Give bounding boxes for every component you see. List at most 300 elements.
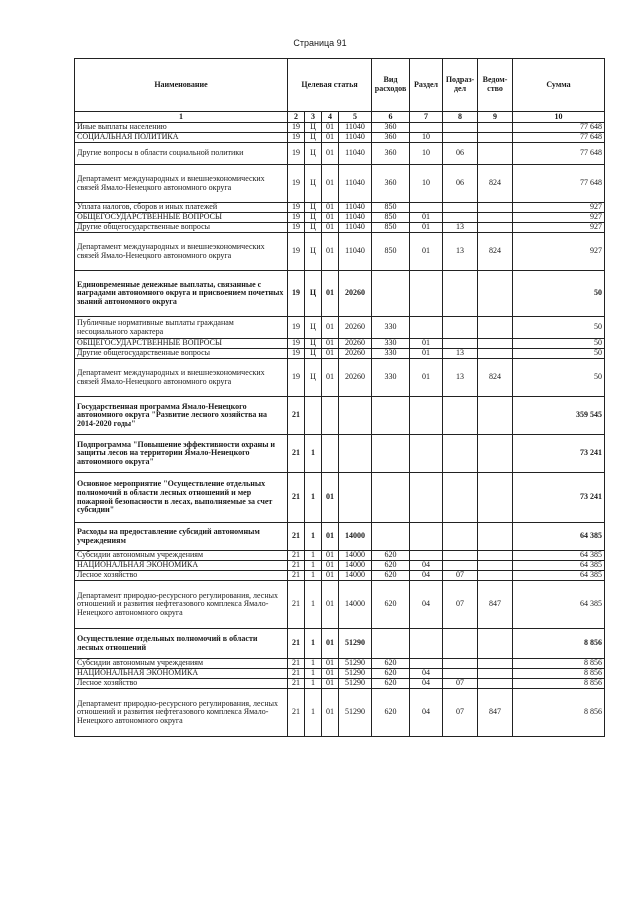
row-name: Другие общегосударственные вопросы xyxy=(75,223,288,233)
row-sum: 50 xyxy=(513,339,605,349)
row-event-code: 01 xyxy=(322,629,339,659)
row-section xyxy=(410,523,443,551)
row-sum: 77 648 xyxy=(513,143,605,165)
row-department xyxy=(478,143,513,165)
row-section: 04 xyxy=(410,581,443,629)
row-program-code: 21 xyxy=(288,435,305,473)
row-expense-type: 360 xyxy=(372,123,410,133)
row-subsection xyxy=(443,203,478,213)
col-number: 9 xyxy=(478,112,513,123)
row-direction-code: 14000 xyxy=(339,571,372,581)
row-subsection xyxy=(443,339,478,349)
row-sum: 64 385 xyxy=(513,523,605,551)
row-subprogram-code: Ц xyxy=(305,165,322,203)
row-name: НАЦИОНАЛЬНАЯ ЭКОНОМИКА xyxy=(75,561,288,571)
row-name: ОБЩЕГОСУДАРСТВЕННЫЕ ВОПРОСЫ xyxy=(75,339,288,349)
row-program-code: 19 xyxy=(288,133,305,143)
row-sum: 64 385 xyxy=(513,581,605,629)
row-expense-type: 850 xyxy=(372,213,410,223)
row-subprogram-code xyxy=(305,397,322,435)
row-subprogram-code: Ц xyxy=(305,203,322,213)
row-expense-type: 620 xyxy=(372,679,410,689)
table-row xyxy=(75,523,605,551)
row-section: 01 xyxy=(410,349,443,359)
row-department xyxy=(478,669,513,679)
row-sum: 77 648 xyxy=(513,123,605,133)
row-subsection: 07 xyxy=(443,581,478,629)
row-name: СОЦИАЛЬНАЯ ПОЛИТИКА xyxy=(75,133,288,143)
row-direction-code: 11040 xyxy=(339,233,372,271)
row-direction-code: 11040 xyxy=(339,223,372,233)
row-expense-type xyxy=(372,435,410,473)
row-program-code: 19 xyxy=(288,143,305,165)
row-section: 04 xyxy=(410,679,443,689)
row-department: 847 xyxy=(478,581,513,629)
row-name: Осуществление отдельных полномочий в области лесных отношений xyxy=(75,629,288,659)
row-subprogram-code: Ц xyxy=(305,339,322,349)
row-subsection xyxy=(443,629,478,659)
table-row xyxy=(75,223,605,233)
row-sum: 8 856 xyxy=(513,679,605,689)
row-event-code: 01 xyxy=(322,143,339,165)
row-section: 04 xyxy=(410,561,443,571)
row-event-code: 01 xyxy=(322,203,339,213)
row-section: 04 xyxy=(410,571,443,581)
row-name: Департамент международных и внешнеэкономических связей Ямало-Ненецкого автономного округа xyxy=(75,359,288,397)
table-row xyxy=(75,629,605,659)
row-expense-type: 850 xyxy=(372,233,410,271)
row-sum: 8 856 xyxy=(513,629,605,659)
row-direction-code: 14000 xyxy=(339,561,372,571)
row-section: 10 xyxy=(410,133,443,143)
row-name: Публичные нормативные выплаты гражданам несоциального характера xyxy=(75,317,288,339)
row-sum: 927 xyxy=(513,233,605,271)
row-name: Расходы на предоставление субсидий автономным учреждениям xyxy=(75,523,288,551)
table-row xyxy=(75,561,605,571)
row-sum: 64 385 xyxy=(513,551,605,561)
row-section: 01 xyxy=(410,233,443,271)
row-subprogram-code: Ц xyxy=(305,133,322,143)
row-name: НАЦИОНАЛЬНАЯ ЭКОНОМИКА xyxy=(75,669,288,679)
row-subsection xyxy=(443,659,478,669)
row-expense-type: 360 xyxy=(372,165,410,203)
row-program-code: 19 xyxy=(288,349,305,359)
row-expense-type: 360 xyxy=(372,143,410,165)
row-name: Государственная программа Ямало-Ненецкого автономного округа "Развитие лесного хозяйства на 2014-2020 годы" xyxy=(75,397,288,435)
row-event-code: 01 xyxy=(322,339,339,349)
row-program-code: 21 xyxy=(288,669,305,679)
col-number: 3 xyxy=(305,112,322,123)
row-expense-type xyxy=(372,473,410,523)
row-section: 01 xyxy=(410,359,443,397)
row-program-code: 19 xyxy=(288,165,305,203)
row-expense-type: 330 xyxy=(372,339,410,349)
row-subprogram-code: Ц xyxy=(305,349,322,359)
row-expense-type: 620 xyxy=(372,689,410,737)
row-subprogram-code: 1 xyxy=(305,581,322,629)
row-direction-code: 20260 xyxy=(339,339,372,349)
row-department xyxy=(478,339,513,349)
row-program-code: 19 xyxy=(288,223,305,233)
row-section xyxy=(410,317,443,339)
row-expense-type xyxy=(372,397,410,435)
row-section: 04 xyxy=(410,669,443,679)
row-name: Единовременные денежные выплаты, связанные с наградами автономного округа и присвоением почетных званий автономного округа xyxy=(75,271,288,317)
row-name: Департамент международных и внешнеэкономических связей Ямало-Ненецкого автономного округа xyxy=(75,165,288,203)
row-section: 01 xyxy=(410,223,443,233)
row-department xyxy=(478,349,513,359)
row-department xyxy=(478,473,513,523)
row-name: Департамент международных и внешнеэкономических связей Ямало-Ненецкого автономного округа xyxy=(75,233,288,271)
row-subprogram-code: Ц xyxy=(305,123,322,133)
row-event-code: 01 xyxy=(322,551,339,561)
row-section xyxy=(410,397,443,435)
row-program-code: 19 xyxy=(288,271,305,317)
row-sum: 64 385 xyxy=(513,561,605,571)
row-department xyxy=(478,317,513,339)
header-target-article: Целевая статья xyxy=(288,59,372,112)
row-direction-code: 20260 xyxy=(339,271,372,317)
row-department xyxy=(478,133,513,143)
row-direction-code xyxy=(339,435,372,473)
row-subprogram-code: Ц xyxy=(305,223,322,233)
table-row xyxy=(75,571,605,581)
row-direction-code: 20260 xyxy=(339,317,372,339)
row-department xyxy=(478,203,513,213)
row-department: 824 xyxy=(478,359,513,397)
row-subprogram-code: 1 xyxy=(305,551,322,561)
row-event-code: 01 xyxy=(322,123,339,133)
row-program-code: 21 xyxy=(288,551,305,561)
header-expense-type: Вид расходов xyxy=(372,59,410,112)
row-subsection xyxy=(443,669,478,679)
row-expense-type: 620 xyxy=(372,571,410,581)
header-name: Наименование xyxy=(75,59,288,112)
row-department xyxy=(478,397,513,435)
row-department xyxy=(478,679,513,689)
row-sum: 73 241 xyxy=(513,435,605,473)
row-program-code: 21 xyxy=(288,571,305,581)
table-row xyxy=(75,143,605,165)
table-row xyxy=(75,123,605,133)
row-subprogram-code: 1 xyxy=(305,435,322,473)
row-name: ОБЩЕГОСУДАРСТВЕННЫЕ ВОПРОСЫ xyxy=(75,213,288,223)
row-name: Иные выплаты населению xyxy=(75,123,288,133)
row-event-code: 01 xyxy=(322,523,339,551)
row-subsection xyxy=(443,123,478,133)
row-subsection xyxy=(443,561,478,571)
row-sum: 359 545 xyxy=(513,397,605,435)
table-row xyxy=(75,359,605,397)
row-department xyxy=(478,561,513,571)
row-event-code: 01 xyxy=(322,473,339,523)
row-subsection: 06 xyxy=(443,165,478,203)
row-direction-code: 11040 xyxy=(339,143,372,165)
row-program-code: 21 xyxy=(288,397,305,435)
row-subprogram-code: Ц xyxy=(305,233,322,271)
table-row xyxy=(75,551,605,561)
row-event-code: 01 xyxy=(322,679,339,689)
row-subprogram-code: 1 xyxy=(305,629,322,659)
row-department xyxy=(478,629,513,659)
row-department xyxy=(478,659,513,669)
row-program-code: 21 xyxy=(288,679,305,689)
row-section xyxy=(410,551,443,561)
row-sum: 64 385 xyxy=(513,571,605,581)
row-event-code: 01 xyxy=(322,133,339,143)
row-department xyxy=(478,213,513,223)
row-subsection xyxy=(443,397,478,435)
row-expense-type: 360 xyxy=(372,133,410,143)
row-section xyxy=(410,659,443,669)
table-row xyxy=(75,689,605,737)
row-program-code: 21 xyxy=(288,523,305,551)
row-event-code: 01 xyxy=(322,689,339,737)
col-number: 2 xyxy=(288,112,305,123)
row-subprogram-code: 1 xyxy=(305,523,322,551)
table-row xyxy=(75,165,605,203)
table-row xyxy=(75,271,605,317)
row-event-code: 01 xyxy=(322,271,339,317)
row-program-code: 21 xyxy=(288,581,305,629)
row-sum: 50 xyxy=(513,317,605,339)
col-number: 7 xyxy=(410,112,443,123)
table-row xyxy=(75,339,605,349)
row-sum: 927 xyxy=(513,213,605,223)
table-row xyxy=(75,397,605,435)
row-expense-type: 620 xyxy=(372,581,410,629)
row-expense-type: 330 xyxy=(372,359,410,397)
row-event-code: 01 xyxy=(322,561,339,571)
row-subprogram-code: 1 xyxy=(305,473,322,523)
row-subsection xyxy=(443,473,478,523)
row-subprogram-code: 1 xyxy=(305,561,322,571)
row-direction-code xyxy=(339,473,372,523)
row-program-code: 19 xyxy=(288,317,305,339)
row-subsection xyxy=(443,317,478,339)
row-sum: 77 648 xyxy=(513,165,605,203)
row-name: Лесное хозяйство xyxy=(75,679,288,689)
table-row xyxy=(75,435,605,473)
row-expense-type: 620 xyxy=(372,561,410,571)
row-subprogram-code: Ц xyxy=(305,143,322,165)
row-program-code: 19 xyxy=(288,339,305,349)
row-department xyxy=(478,223,513,233)
col-number: 5 xyxy=(339,112,372,123)
row-direction-code xyxy=(339,397,372,435)
row-expense-type: 330 xyxy=(372,349,410,359)
row-section: 01 xyxy=(410,339,443,349)
row-name: Уплата налогов, сборов и иных платежей xyxy=(75,203,288,213)
row-subprogram-code: 1 xyxy=(305,689,322,737)
row-direction-code: 51290 xyxy=(339,629,372,659)
row-name: Подпрограмма "Повышение эффективности охраны и защиты лесов на территории Ямало-Ненецкого автономного округа" xyxy=(75,435,288,473)
row-subprogram-code: Ц xyxy=(305,317,322,339)
row-department xyxy=(478,551,513,561)
row-sum: 8 856 xyxy=(513,659,605,669)
row-program-code: 19 xyxy=(288,233,305,271)
row-name: Субсидии автономным учреждениям xyxy=(75,551,288,561)
row-department: 824 xyxy=(478,165,513,203)
col-number: 4 xyxy=(322,112,339,123)
row-name: Субсидии автономным учреждениям xyxy=(75,659,288,669)
row-direction-code: 14000 xyxy=(339,581,372,629)
row-department xyxy=(478,123,513,133)
row-subsection xyxy=(443,133,478,143)
row-name: Лесное хозяйство xyxy=(75,571,288,581)
row-subprogram-code: Ц xyxy=(305,213,322,223)
table-row xyxy=(75,669,605,679)
row-subsection xyxy=(443,435,478,473)
col-number: 8 xyxy=(443,112,478,123)
table-row xyxy=(75,233,605,271)
row-subprogram-code: 1 xyxy=(305,669,322,679)
row-program-code: 21 xyxy=(288,689,305,737)
row-program-code: 19 xyxy=(288,213,305,223)
table-row xyxy=(75,133,605,143)
row-direction-code: 20260 xyxy=(339,349,372,359)
row-expense-type: 850 xyxy=(372,223,410,233)
row-subsection xyxy=(443,551,478,561)
row-section: 10 xyxy=(410,165,443,203)
header-row xyxy=(75,59,605,112)
row-direction-code: 11040 xyxy=(339,165,372,203)
row-event-code xyxy=(322,435,339,473)
row-name: Другие вопросы в области социальной политики xyxy=(75,143,288,165)
row-expense-type: 620 xyxy=(372,551,410,561)
row-subsection: 06 xyxy=(443,143,478,165)
row-department: 824 xyxy=(478,233,513,271)
row-direction-code: 20260 xyxy=(339,359,372,397)
row-expense-type: 620 xyxy=(372,669,410,679)
row-subprogram-code: Ц xyxy=(305,359,322,397)
row-program-code: 21 xyxy=(288,659,305,669)
header-subsection: Подраз-дел xyxy=(443,59,478,112)
row-direction-code: 11040 xyxy=(339,123,372,133)
row-expense-type xyxy=(372,271,410,317)
row-sum: 8 856 xyxy=(513,689,605,737)
row-program-code: 19 xyxy=(288,203,305,213)
col-number: 10 xyxy=(513,112,605,123)
row-section: 10 xyxy=(410,143,443,165)
table-row xyxy=(75,213,605,223)
row-department xyxy=(478,571,513,581)
row-direction-code: 11040 xyxy=(339,213,372,223)
row-section xyxy=(410,435,443,473)
row-direction-code: 51290 xyxy=(339,669,372,679)
row-event-code: 01 xyxy=(322,317,339,339)
row-program-code: 21 xyxy=(288,629,305,659)
table-row xyxy=(75,659,605,669)
table-row xyxy=(75,317,605,339)
row-event-code: 01 xyxy=(322,669,339,679)
row-sum: 73 241 xyxy=(513,473,605,523)
row-event-code: 01 xyxy=(322,213,339,223)
row-section: 01 xyxy=(410,213,443,223)
table-row xyxy=(75,349,605,359)
row-section xyxy=(410,473,443,523)
row-subsection xyxy=(443,271,478,317)
row-sum: 50 xyxy=(513,359,605,397)
row-subsection: 07 xyxy=(443,689,478,737)
row-subsection: 13 xyxy=(443,233,478,271)
row-name: Департамент природно-ресурсного регулирования, лесных отношений и развития нефтегазового комплекса Ямало-Ненецкого автономного округа xyxy=(75,689,288,737)
row-event-code: 01 xyxy=(322,223,339,233)
row-expense-type: 620 xyxy=(372,659,410,669)
header-sum: Сумма xyxy=(513,59,605,112)
row-event-code xyxy=(322,397,339,435)
row-name: Основное мероприятие "Осуществление отдельных полномочий в области лесных отношений и мер пожарной безопасности в лесах, выполняемые за счет субсидии" xyxy=(75,473,288,523)
row-name: Департамент природно-ресурсного регулирования, лесных отношений и развития нефтегазового комплекса Ямало-Ненецкого автономного округа xyxy=(75,581,288,629)
row-subsection: 13 xyxy=(443,349,478,359)
row-direction-code: 51290 xyxy=(339,679,372,689)
row-department xyxy=(478,435,513,473)
row-expense-type xyxy=(372,523,410,551)
row-event-code: 01 xyxy=(322,581,339,629)
row-subprogram-code: 1 xyxy=(305,679,322,689)
row-subprogram-code: Ц xyxy=(305,271,322,317)
row-direction-code: 14000 xyxy=(339,551,372,561)
header-department: Ведом-ство xyxy=(478,59,513,112)
row-sum: 50 xyxy=(513,349,605,359)
row-subsection xyxy=(443,213,478,223)
row-direction-code: 14000 xyxy=(339,523,372,551)
table-row xyxy=(75,203,605,213)
row-subsection xyxy=(443,523,478,551)
budget-table xyxy=(74,58,605,737)
row-program-code: 19 xyxy=(288,359,305,397)
row-sum: 927 xyxy=(513,223,605,233)
row-name: Другие общегосударственные вопросы xyxy=(75,349,288,359)
row-subsection: 13 xyxy=(443,223,478,233)
row-program-code: 21 xyxy=(288,473,305,523)
header-section: Раздел xyxy=(410,59,443,112)
row-direction-code: 11040 xyxy=(339,203,372,213)
row-subprogram-code: 1 xyxy=(305,571,322,581)
row-section xyxy=(410,271,443,317)
col-number: 1 xyxy=(75,112,288,123)
row-sum: 50 xyxy=(513,271,605,317)
row-section xyxy=(410,123,443,133)
row-expense-type: 330 xyxy=(372,317,410,339)
row-section xyxy=(410,629,443,659)
column-number-row xyxy=(75,112,605,123)
row-subsection: 07 xyxy=(443,571,478,581)
row-sum: 927 xyxy=(513,203,605,213)
table-row xyxy=(75,679,605,689)
row-program-code: 19 xyxy=(288,123,305,133)
row-event-code: 01 xyxy=(322,349,339,359)
row-direction-code: 51290 xyxy=(339,689,372,737)
table-row xyxy=(75,473,605,523)
row-section xyxy=(410,203,443,213)
col-number: 6 xyxy=(372,112,410,123)
row-section: 04 xyxy=(410,689,443,737)
row-sum: 8 856 xyxy=(513,669,605,679)
row-subprogram-code: 1 xyxy=(305,659,322,669)
row-direction-code: 51290 xyxy=(339,659,372,669)
row-sum: 77 648 xyxy=(513,133,605,143)
table-row xyxy=(75,581,605,629)
row-expense-type: 850 xyxy=(372,203,410,213)
row-department xyxy=(478,271,513,317)
page-number-header: Страница 91 xyxy=(293,38,347,48)
row-event-code: 01 xyxy=(322,165,339,203)
row-event-code: 01 xyxy=(322,233,339,271)
row-program-code: 21 xyxy=(288,561,305,571)
row-subsection: 07 xyxy=(443,679,478,689)
row-department: 847 xyxy=(478,689,513,737)
